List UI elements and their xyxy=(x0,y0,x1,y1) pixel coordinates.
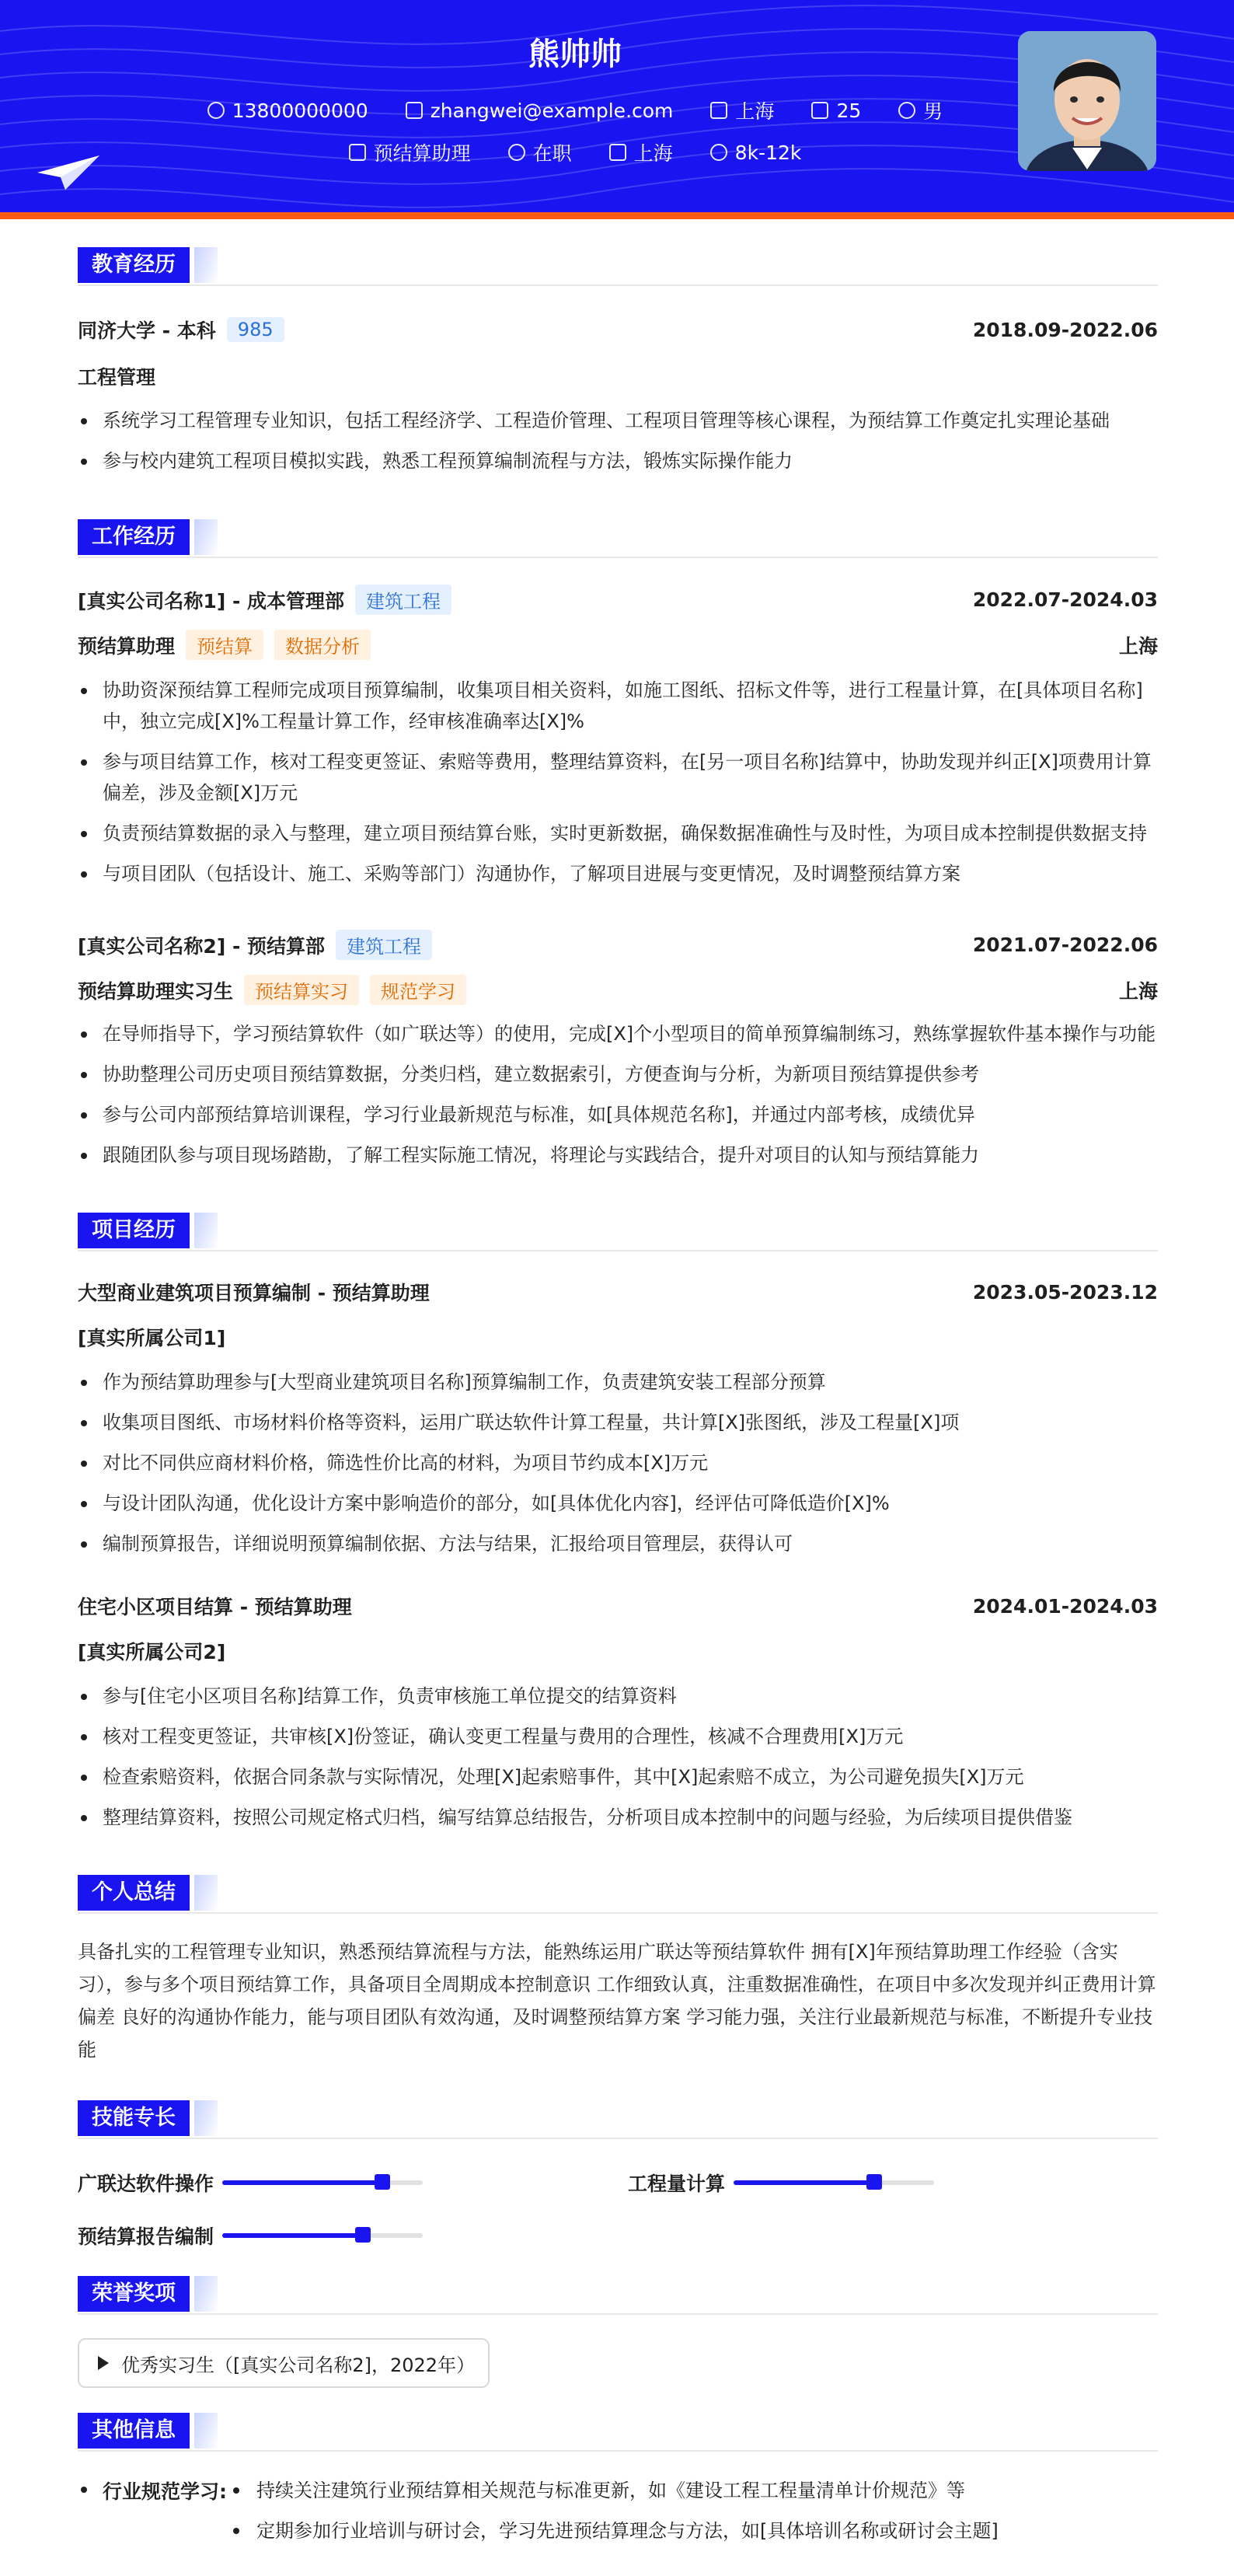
list-item: 参与项目结算工作，核对工程变更签证、索赔等费用，整理结算资料，在[另一项目名称]结算中，协助发现并纠正[X]项费用计算偏差，涉及金额[X]万元 xyxy=(78,746,1158,808)
project-title: 住宅小区项目结算 - 预结算助理 xyxy=(78,1596,352,1618)
other-list xyxy=(228,2477,1158,2557)
cake-icon xyxy=(811,102,828,119)
list-item: 检查索赔资料，依据合同条款与实际情况，处理[X]起索赔事件，其中[X]起索赔不成立，为公司避免损失[X]万元 xyxy=(78,1761,1158,1792)
skill-level-knob xyxy=(375,2174,390,2190)
project-2-bullets xyxy=(78,1681,1158,1842)
skill-item xyxy=(78,2222,423,2250)
education-major-row xyxy=(78,362,1158,390)
section-projects xyxy=(78,1213,1158,1250)
company-name: [真实公司名称1] - 成本管理部 xyxy=(78,589,345,613)
section-title: 项目经历 xyxy=(78,1213,190,1248)
section-title-decoration xyxy=(194,2100,218,2136)
skill-item xyxy=(78,2169,423,2197)
gender-text: 男 xyxy=(923,100,943,123)
home-icon xyxy=(710,102,727,119)
phone-icon xyxy=(207,102,225,119)
project-1-header xyxy=(78,1278,1158,1306)
skill-item xyxy=(628,2169,934,2197)
list-item: 负责预结算数据的录入与整理，建立项目预结算台账，实时更新数据，确保数据准确性与及时性，为项目成本控制提供数据支持 xyxy=(78,818,1158,849)
project-company: [真实所属公司2] xyxy=(78,1641,226,1663)
list-item: 持续关注建筑行业预结算相关规范与标准更新，如《建设工程工程量清单计价规范》等 xyxy=(228,2477,1158,2504)
skill-level-fill xyxy=(222,2233,363,2238)
list-item: 参与校内建筑工程项目模拟实践，熟悉工程预算编制流程与方法，锻炼实际操作能力 xyxy=(78,445,1158,476)
section-title-decoration xyxy=(194,2276,218,2312)
section-divider xyxy=(78,284,1158,286)
location-text: 上海 xyxy=(735,100,775,123)
location-item xyxy=(710,96,774,124)
project-company: [真实所属公司1] xyxy=(78,1327,226,1349)
salary-item xyxy=(710,141,802,164)
section-title: 技能专长 xyxy=(78,2100,190,2136)
section-awards xyxy=(78,2276,1158,2313)
project-title: 大型商业建筑项目预算编制 - 预结算助理 xyxy=(78,1282,430,1304)
section-other xyxy=(78,2413,1158,2450)
role-tag: 规范学习 xyxy=(370,975,466,1005)
phone-text: 13800000000 xyxy=(232,99,368,122)
section-skills xyxy=(78,2100,1158,2138)
section-title-decoration xyxy=(194,2413,218,2449)
section-title: 教育经历 xyxy=(78,247,190,283)
section-title: 荣誉奖项 xyxy=(78,2276,190,2312)
skill-level-fill xyxy=(222,2180,382,2185)
skill-level-bar xyxy=(734,2180,934,2185)
role-tag: 预结算 xyxy=(186,630,263,660)
work-2-bullets xyxy=(78,1018,1158,1180)
work-city: 上海 xyxy=(1118,634,1158,658)
role-tag: 数据分析 xyxy=(274,630,371,660)
section-title: 个人总结 xyxy=(78,1875,190,1911)
section-education xyxy=(78,247,1158,284)
section-title-decoration xyxy=(194,519,218,555)
company-name: [真实公司名称2] - 预结算部 xyxy=(78,934,326,958)
email-item xyxy=(406,99,674,122)
list-item: 系统学习工程管理专业知识，包括工程经济学、工程造价管理、工程项目管理等核心课程，为预结算工作奠定扎实理论基础 xyxy=(78,405,1158,436)
section-divider xyxy=(78,1250,1158,1251)
section-summary xyxy=(78,1875,1158,1912)
section-divider xyxy=(78,1912,1158,1914)
coin-icon xyxy=(710,144,727,161)
award-text: 优秀实习生（[真实公司名称2]，2022年） xyxy=(121,2354,476,2376)
industry-tag: 建筑工程 xyxy=(355,585,451,615)
list-item: 参与[住宅小区项目名称]结算工作，负责审核施工单位提交的结算资料 xyxy=(78,1681,1158,1712)
skill-name: 预结算报告编制 xyxy=(78,2225,214,2248)
list-item: 协助资深预结算工程师完成项目预算编制，收集项目相关资料，如施工图纸、招标文件等，进行工程量计算，在[具体项目名称]中，独立完成[X]%工程量计算工作，经审核准确率达[X]% xyxy=(78,675,1158,737)
list-item: 定期参加行业培训与研讨会，学习先进预结算理念与方法，如[具体培训名称或研讨会主题] xyxy=(228,2517,1158,2545)
list-item: 与项目团队（包括设计、施工、采购等部门）沟通协作，了解项目进展与变更情况，及时调整预结算方案 xyxy=(78,858,1158,889)
gender-item xyxy=(898,96,943,124)
work-city: 上海 xyxy=(1118,979,1158,1003)
list-item: 协助整理公司历史项目预结算数据，分类归档，建立数据索引，方便查询与分析，为新项目预结算提供参考 xyxy=(78,1059,1158,1090)
section-title-decoration xyxy=(194,247,218,283)
work-period: 2022.07-2024.03 xyxy=(972,588,1158,611)
section-divider xyxy=(78,2450,1158,2452)
candidate-name: 熊帅帅 xyxy=(528,37,622,72)
skill-level-bar xyxy=(222,2180,423,2185)
gender-icon xyxy=(898,102,915,119)
expand-triangle-icon xyxy=(98,2356,109,2370)
section-title-decoration xyxy=(194,1213,218,1248)
age-item xyxy=(811,99,861,122)
work-period: 2021.07-2022.06 xyxy=(972,934,1158,956)
settings-icon xyxy=(508,144,525,161)
education-bullets xyxy=(78,405,1158,486)
skill-level-knob xyxy=(866,2174,882,2190)
section-title-decoration xyxy=(194,1875,218,1911)
salary-text: 8k-12k xyxy=(734,141,802,164)
city-text: 上海 xyxy=(633,142,673,165)
work-1-role-row xyxy=(78,630,1158,660)
contact-row xyxy=(0,96,1150,124)
skill-name: 广联达软件操作 xyxy=(78,2173,214,2195)
school-tag: 985 xyxy=(227,317,284,342)
list-item: 作为预结算助理参与[大型商业建筑项目名称]预算编制工作，负责建筑安装工程部分预算 xyxy=(78,1367,1158,1398)
project-2-header xyxy=(78,1592,1158,1620)
other-key: 行业规范学习: xyxy=(78,2477,227,2504)
major: 工程管理 xyxy=(78,366,156,389)
project-period: 2023.05-2023.12 xyxy=(972,1280,1158,1304)
building-icon xyxy=(609,144,626,161)
award-item[interactable] xyxy=(78,2338,490,2388)
list-item: 与设计团队沟通，优化设计方案中影响造价的部分，如[具体优化内容]，经评估可降低造价[X]% xyxy=(78,1488,1158,1519)
summary-text: 具备扎实的工程管理专业知识，熟悉预结算流程与方法，能熟练运用广联达等预结算软件 拥有[X]年预结算助理工作经验（含实习），参与多个项目预结算工作，具备项目全周期成本控制意识 工作细致认真，注重数据准确性，在项目中多次发现并纠正费用计算偏差 良好的沟通协作能力，能与项目团队有效沟通，及时调整预结算方案 学习能力强，关注行业最新规范与标准，不断提升专业技能 xyxy=(78,1941,1156,2061)
list-item: 跟随团队参与项目现场踏勘，了解工程实际施工情况，将理论与实践结合，提升对项目的认知与预结算能力 xyxy=(78,1140,1158,1171)
list-item: 对比不同供应商材料价格，筛选性价比高的材料，为项目节约成本[X]万元 xyxy=(78,1447,1158,1478)
status-text: 在职 xyxy=(532,142,572,165)
list-item: 整理结算资料，按照公司规定格式归档，编写结算总结报告，分析项目成本控制中的问题与经验，为后续项目提供借鉴 xyxy=(78,1802,1158,1833)
list-item: 核对工程变更签证，共审核[X]份签证，确认变更工程量与费用的合理性，核减不合理费用[X]万元 xyxy=(78,1721,1158,1752)
education-header xyxy=(78,316,1158,344)
project-2-company-row xyxy=(78,1637,1158,1665)
email-text: zhangwei@example.com xyxy=(430,99,674,122)
paper-plane-icon xyxy=(37,155,99,190)
project-1-company-row xyxy=(78,1323,1158,1351)
work-1-header xyxy=(78,585,1158,615)
role-tag: 预结算实习 xyxy=(244,975,359,1005)
list-item: 编制预算报告，详细说明预算编制依据、方法与结果，汇报给项目管理层，获得认可 xyxy=(78,1528,1158,1559)
project-period: 2024.01-2024.03 xyxy=(972,1594,1158,1618)
resume-header xyxy=(0,0,1234,219)
phone-item xyxy=(207,99,368,122)
section-divider xyxy=(78,2313,1158,2315)
work-2-header xyxy=(78,930,1158,960)
work-2-role-row xyxy=(78,975,1158,1005)
section-work xyxy=(78,519,1158,557)
section-title: 工作经历 xyxy=(78,519,190,555)
role-title: 预结算助理实习生 xyxy=(78,979,234,1003)
list-item: 收集项目图纸、市场材料价格等资料，运用广联达软件计算工程量，共计算[X]张图纸，涉及工程量[X]项 xyxy=(78,1407,1158,1438)
skill-level-knob xyxy=(355,2227,371,2243)
mail-icon xyxy=(406,102,423,119)
education-period: 2018.09-2022.06 xyxy=(972,318,1158,341)
industry-tag: 建筑工程 xyxy=(336,930,432,960)
job-intent-row xyxy=(0,138,1150,166)
avatar xyxy=(1018,31,1156,171)
city-item xyxy=(609,138,673,166)
work-1-bullets xyxy=(78,675,1158,899)
section-divider xyxy=(78,2138,1158,2139)
position-text: 预结算助理 xyxy=(373,142,471,165)
age-text: 25 xyxy=(836,99,862,122)
section-divider xyxy=(78,557,1158,558)
project-1-bullets xyxy=(78,1367,1158,1569)
send-icon xyxy=(349,144,366,161)
list-item: 在导师指导下，学习预结算软件（如广联达等）的使用，完成[X]个小型项目的简单预算编制练习，熟练掌握软件基本操作与功能 xyxy=(78,1018,1158,1049)
skill-level-fill xyxy=(734,2180,874,2185)
role-title: 预结算助理 xyxy=(78,634,176,658)
section-title: 其他信息 xyxy=(78,2413,190,2449)
status-item xyxy=(508,138,572,166)
school-name: 同济大学 - 本科 xyxy=(78,319,216,342)
list-item: 参与公司内部预结算培训课程，学习行业最新规范与标准，如[具体规范名称]，并通过内部考核，成绩优异 xyxy=(78,1099,1158,1130)
position-item xyxy=(349,138,471,166)
skill-level-bar xyxy=(222,2233,423,2238)
skill-name: 工程量计算 xyxy=(628,2173,726,2195)
